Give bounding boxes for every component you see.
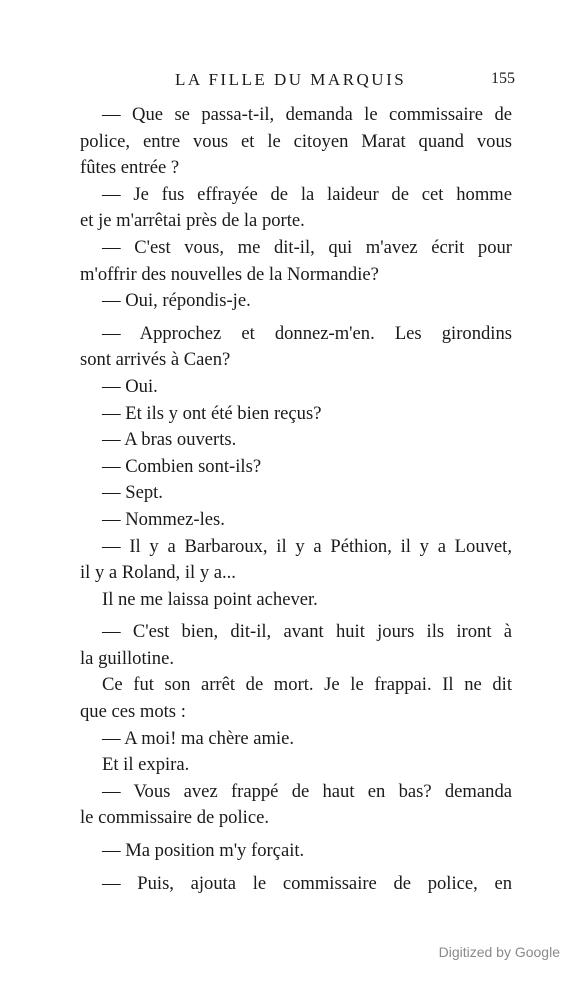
text-line: sont arrivés à Caen? — [80, 349, 231, 371]
text-line: le commissaire de police. — [80, 807, 269, 829]
text-line: — Approchez et donnez-m'en. Les girondins — [102, 322, 512, 344]
text-line: — Sept. — [102, 482, 163, 504]
text-line: que ces mots : — [80, 701, 186, 723]
running-title: LA FILLE DU MARQUIS — [175, 70, 407, 89]
text-line: m'offrir des nouvelles de la Normandie? — [80, 263, 379, 285]
text-line: Ce fut son arrêt de mort. Je le frappai. Il ne dit — [102, 674, 512, 696]
text-line: — Je fus effrayée de la laideur de cet homme — [102, 183, 512, 205]
text-line: et je m'arrêtai près de la porte. — [80, 210, 305, 232]
text-line: il y a Roland, il y a... — [80, 562, 236, 584]
text-line: — Ma position m'y forçait. — [102, 840, 305, 862]
text-line: la guillotine. — [80, 647, 174, 669]
text-line: Il ne me laissa point achever. — [102, 588, 318, 610]
running-head — [80, 70, 515, 94]
text-line: — Que se passa-t-il, demanda le commissaire de — [102, 104, 512, 125]
page-number: 155 — [491, 70, 515, 87]
text-line: — Nommez-les. — [102, 508, 225, 530]
text-line: — Vous avez frappé de haut en bas? demanda — [102, 780, 512, 802]
text-line: — A moi! ma chère amie. — [102, 727, 295, 749]
body-text — [80, 102, 512, 897]
text-line: — Combien sont-ils? — [102, 455, 262, 477]
text-line: police, entre vous et le citoyen Marat quand vous — [80, 130, 512, 152]
text-line: — A bras ouverts. — [102, 429, 237, 451]
text-line: Et il expira. — [102, 754, 190, 776]
text-line: — C'est bien, dit-il, avant huit jours ils iront à — [102, 621, 512, 643]
text-line: — Il y a Barbaroux, il y a Péthion, il y a Louvet, — [102, 535, 512, 557]
digitized-by-google-watermark: Digitized by Google — [438, 944, 560, 960]
text-line: — Et ils y ont été bien reçus? — [102, 402, 322, 424]
text-line: — C'est vous, me dit-il, qui m'avez écrit pour — [102, 236, 512, 258]
text-line: — Puis, ajouta le commissaire de police, en — [102, 872, 512, 894]
text-line: — Oui. — [102, 375, 158, 397]
text-line: fûtes entrée ? — [80, 157, 180, 179]
text-line: — Oui, répondis-je. — [102, 290, 251, 312]
